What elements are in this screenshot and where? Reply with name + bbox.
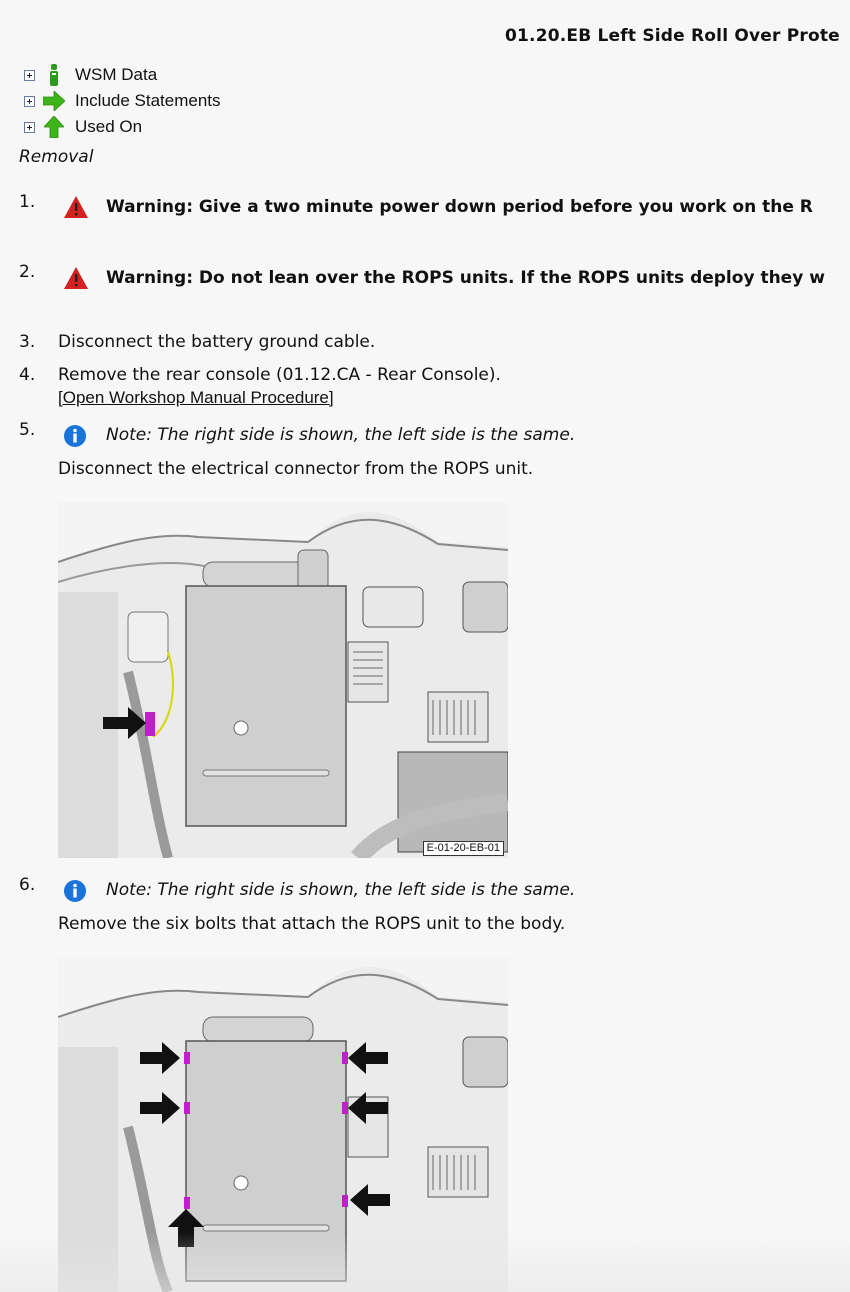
expand-icon[interactable] xyxy=(24,96,35,107)
note-text: Note: The right side is shown, the left side is the same. xyxy=(106,425,576,445)
highlight-connector xyxy=(145,712,155,736)
warning-text: Warning: Do not lean over the ROPS units. If the ROPS units deploy they w xyxy=(106,268,825,288)
tree-item-include-statements[interactable] xyxy=(24,88,221,114)
tree-item-label: Used On xyxy=(75,117,143,136)
step-number: 3. xyxy=(19,332,36,352)
tree-item-label: Include Statements xyxy=(75,91,221,110)
step-text: Disconnect the electrical connector from the ROPS unit. xyxy=(58,459,534,479)
info-bottle-icon xyxy=(43,64,65,86)
tree-item-label: WSM Data xyxy=(75,65,158,84)
figure-label: E-01-20-EB-01 xyxy=(423,841,504,856)
figure-connector xyxy=(58,502,508,858)
tree-menu xyxy=(24,62,221,140)
info-icon xyxy=(63,879,87,908)
warning-text: Warning: Give a two minute power down period before you work on the R xyxy=(106,197,813,217)
step-number: 6. xyxy=(19,875,36,895)
step-number: 5. xyxy=(19,420,36,440)
section-heading: Removal xyxy=(19,147,94,167)
step-text: Disconnect the battery ground cable. xyxy=(58,332,376,352)
arrow-up-icon xyxy=(43,116,65,138)
step-number: 4. xyxy=(19,365,36,385)
warning-icon xyxy=(63,195,89,224)
workshop-manual-link[interactable]: [Open Workshop Manual Procedure] xyxy=(58,388,334,407)
step-text: Remove the six bolts that attach the ROPS unit to the body. xyxy=(58,914,566,934)
warning-icon xyxy=(63,266,89,295)
step-text: Remove the rear console (01.12.CA - Rear Console). xyxy=(58,365,501,385)
rops-bolts-illustration xyxy=(58,957,508,1292)
expand-icon[interactable] xyxy=(24,70,35,81)
rops-connector-illustration xyxy=(58,502,508,858)
note-text: Note: The right side is shown, the left side is the same. xyxy=(106,880,576,900)
info-icon xyxy=(63,424,87,453)
step-number: 2. xyxy=(19,262,36,282)
tree-item-used-on[interactable] xyxy=(24,114,221,140)
arrow-right-icon xyxy=(43,90,65,112)
expand-icon[interactable] xyxy=(24,122,35,133)
tree-item-wsm-data[interactable] xyxy=(24,62,221,88)
step-number: 1. xyxy=(19,192,36,212)
page-title: 01.20.EB Left Side Roll Over Prote xyxy=(505,26,840,46)
figure-bolts xyxy=(58,957,508,1292)
